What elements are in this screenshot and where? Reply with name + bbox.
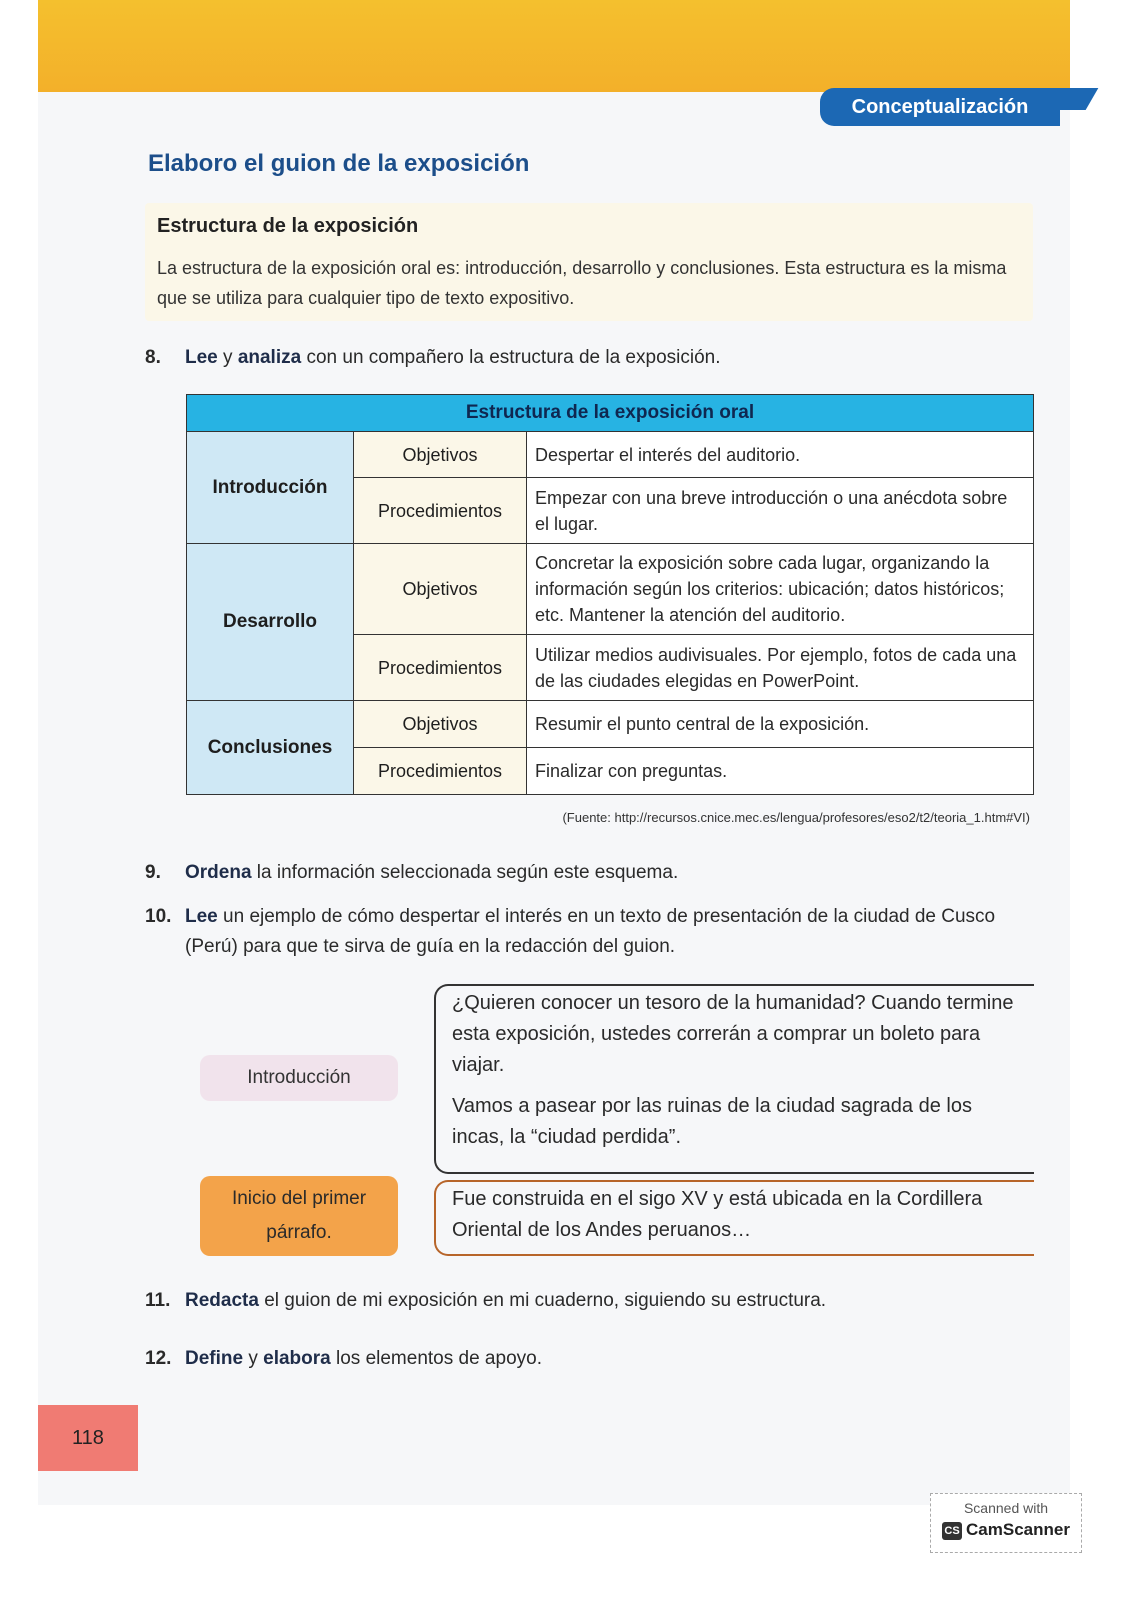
task-verb: Define	[185, 1348, 244, 1369]
camscanner-logo-icon: CS	[942, 1522, 962, 1540]
task-text: con un compañero la estructura de la exposición.	[301, 347, 721, 368]
phase-desarrollo: Desarrollo	[187, 544, 354, 701]
camscanner-watermark	[930, 1493, 1082, 1553]
procedimientos-label: Procedimientos	[354, 635, 527, 701]
task-connector: y	[243, 1348, 264, 1369]
task-verb: analiza	[237, 347, 302, 368]
task-text: la información seleccionada según este esquema.	[251, 862, 679, 883]
task-12	[145, 1344, 1035, 1374]
task-10	[145, 902, 1035, 962]
phase-introduccion: Introducción	[187, 432, 354, 544]
task-number: 9.	[145, 862, 161, 883]
intro-example-p2: Vamos a pasear por las ruinas de la ciudad sagrada de los incas, la “ciudad perdida”.	[452, 1095, 972, 1148]
task-number: 8.	[145, 347, 161, 368]
info-box-body: La estructura de la exposición oral es: introducción, desarrollo y conclusiones. Esta estructura es la misma que se utiliza para cualquier tipo de texto expositivo.	[157, 258, 1007, 308]
task-verb: Lee	[185, 906, 218, 927]
objetivos-label: Objetivos	[354, 544, 527, 635]
introduccion-objetivos: Despertar el interés del auditorio.	[527, 432, 1034, 478]
procedimientos-label: Procedimientos	[354, 478, 527, 544]
intro-example-p1: ¿Quieren conocer un tesoro de la humanidad? Cuando termine esta exposición, ustedes correrán a comprar un boleto para viajar.	[452, 992, 1014, 1076]
objetivos-label: Objetivos	[354, 701, 527, 748]
task-connector: y	[217, 347, 238, 368]
introduccion-procedimientos: Empezar con una breve introducción o una anécdota sobre el lugar.	[527, 478, 1034, 544]
scan-caption: Scanned with	[963, 1500, 1049, 1516]
conclusiones-procedimientos: Finalizar con preguntas.	[527, 748, 1034, 795]
task-verb: Ordena	[185, 862, 252, 883]
conclusiones-objetivos: Resumir el punto central de la exposición.	[527, 701, 1034, 748]
table-source: (Fuente: http://recursos.cnice.mec.es/lengua/profesores/eso2/t2/teoria_1.htm#VI)	[562, 810, 1030, 825]
info-box	[145, 203, 1033, 321]
task-number: 12.	[145, 1348, 172, 1369]
task-9	[145, 858, 1035, 888]
scan-brand: CamScanner	[966, 1520, 1070, 1539]
table-caption: Estructura de la exposición oral	[187, 395, 1034, 432]
task-text: los elementos de apoyo.	[330, 1348, 542, 1369]
info-box-title: Estructura de la exposición	[157, 215, 419, 237]
page-number: 118	[38, 1405, 138, 1471]
task-8	[145, 343, 1035, 373]
page-title: Elaboro el guion de la exposición	[148, 150, 530, 177]
example-intro-label: Introducción	[200, 1055, 398, 1101]
desarrollo-objetivos: Concretar la exposición sobre cada lugar, organizando la información según los criterios: ubicación; datos históricos; etc. Mantener la atención del auditorio.	[527, 544, 1034, 635]
task-number: 10.	[145, 906, 172, 927]
task-number: 11.	[145, 1290, 171, 1311]
task-verb: elabora	[263, 1348, 331, 1369]
structure-table	[186, 394, 1034, 795]
task-verb: Redacta	[185, 1290, 259, 1311]
phase-conclusiones: Conclusiones	[187, 701, 354, 795]
paragraph-example-text: Fue construida en el sigo XV y está ubicada en la Cordillera Oriental de los Andes peruanos…	[452, 1188, 983, 1241]
example-paragraph-label: Inicio del primer párrafo.	[200, 1176, 398, 1256]
objetivos-label: Objetivos	[354, 432, 527, 478]
task-11	[145, 1286, 1035, 1316]
top-color-band	[38, 0, 1070, 92]
procedimientos-label: Procedimientos	[354, 748, 527, 795]
desarrollo-procedimientos: Utilizar medios audivisuales. Por ejemplo, fotos de cada una de las ciudades elegidas en PowerPoint.	[527, 635, 1034, 701]
section-tab: Conceptualización	[820, 88, 1060, 126]
task-text: el guion de mi exposición en mi cuaderno, siguiendo su estructura.	[258, 1290, 827, 1311]
task-verb: Lee	[185, 347, 218, 368]
task-text: un ejemplo de cómo despertar el interés en un texto de presentación de la ciudad de Cusco (Perú) para que te sirva de guía en la redacción del guion.	[185, 906, 996, 957]
